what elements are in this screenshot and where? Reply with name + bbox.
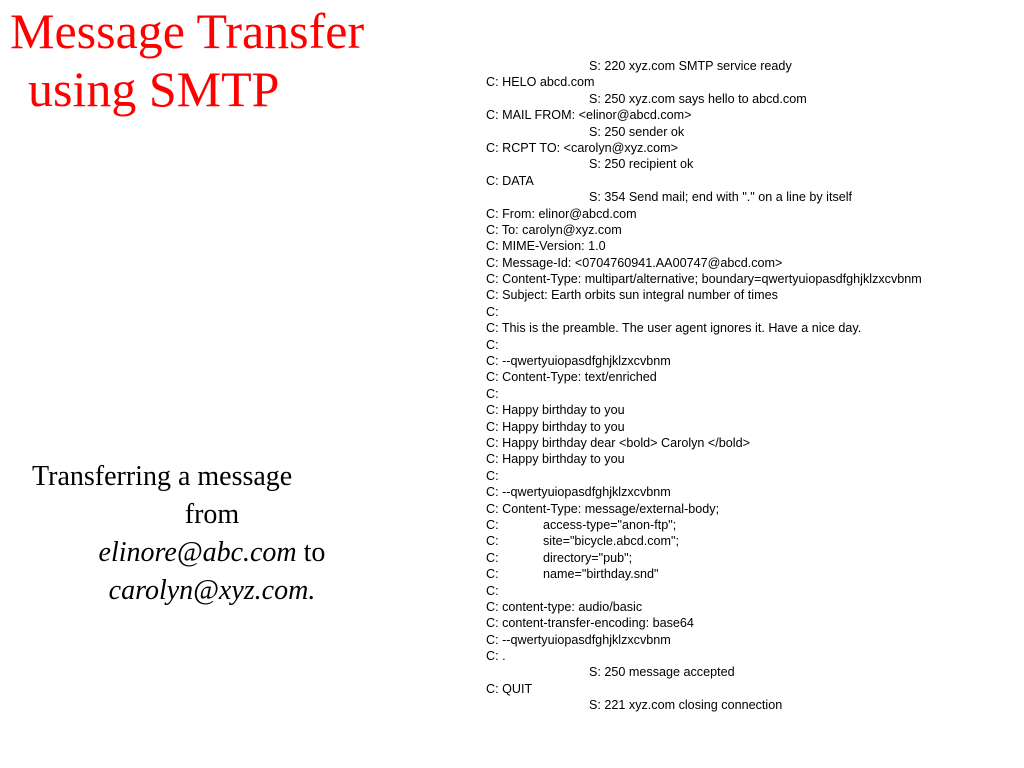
transcript-client-line: C: Content-Type: multipart/alternative; boundary=qwertyuiopasdfghjklzxcvbnm [486, 272, 922, 287]
caption-line-2: from [184, 499, 240, 530]
transcript-client-line: C: [486, 304, 499, 319]
slide-title [10, 2, 450, 118]
caption-line-1: Transferring a message [32, 461, 293, 492]
transcript-param-text: access-type="anon-ftp"; [543, 517, 677, 532]
transcript-client-line: C: --qwertyuiopasdfghjklzxcvbnm [486, 354, 671, 369]
transcript-client-line: C: --qwertyuiopasdfghjklzxcvbnm [486, 485, 671, 500]
transcript-server-line: S: 250 xyz.com says hello to abcd.com [589, 91, 807, 106]
transcript-client-line: C: [486, 386, 499, 401]
transcript-client-line: C: content-transfer-encoding: base64 [486, 616, 694, 631]
transcript-client-line: C: . [486, 649, 506, 664]
transcript-client-line: C: Happy birthday to you [486, 403, 625, 418]
caption-recipient: carolyn@xyz.com. [108, 575, 316, 606]
caption-sender: elinore@abc.com [98, 537, 297, 568]
transcript-client-param-line [486, 533, 1016, 549]
transcript-client-line: C: content-type: audio/basic [486, 599, 643, 614]
transcript-client-param-line [486, 517, 1016, 533]
transcript-param-text: site="bicycle.abcd.com"; [543, 534, 679, 549]
transcript-client-param-line [486, 566, 1016, 582]
transcript-client-line: C: MAIL FROM: <elinor@abcd.com> [486, 108, 692, 123]
transcript-client-line: C: MIME-Version: 1.0 [486, 239, 606, 254]
transcript-client-line: C: Happy birthday to you [486, 452, 625, 467]
transcript-server-line: S: 250 recipient ok [589, 157, 694, 172]
transcript-client-line: C: Happy birthday to you [486, 419, 625, 434]
transcript-server-line: S: 221 xyz.com closing connection [589, 698, 783, 713]
transcript-client-line: C: DATA [486, 173, 534, 188]
transcript-param-text: directory="pub"; [543, 550, 633, 565]
transcript-client-line: C: [486, 337, 499, 352]
transcript-server-line: S: 250 message accepted [589, 665, 735, 680]
caption-line-4 [22, 572, 402, 610]
caption-to-word: to [296, 537, 326, 568]
transcript-client-prefix: C: [486, 550, 499, 565]
transcript-client-prefix: C: [486, 517, 499, 532]
transcript-param-text: name="birthday.snd" [543, 567, 659, 582]
transcript-server-line: S: 220 xyz.com SMTP service ready [589, 59, 792, 73]
caption-line-3 [22, 534, 402, 572]
transcript-server-line: S: 250 sender ok [589, 124, 685, 139]
transcript-client-line: C: [486, 583, 499, 598]
transcript-client-line: C: RCPT TO: <carolyn@xyz.com> [486, 140, 678, 155]
transcript-client-line: C: [486, 468, 499, 483]
transcript-server-line: S: 354 Send mail; end with "." on a line by itself [589, 190, 853, 205]
transcript-client-line: C: To: carolyn@xyz.com [486, 222, 622, 237]
slide-title-line-1: Message Transfer [10, 3, 365, 59]
transcript-client-line: C: Subject: Earth orbits sun integral number of times [486, 288, 778, 303]
smtp-transcript [486, 58, 1016, 714]
transcript-client-prefix: C: [486, 567, 499, 582]
slide-caption [22, 458, 402, 610]
slide-title-line-2: using SMTP [28, 61, 280, 117]
transcript-client-line: C: HELO abcd.com [486, 75, 595, 90]
transcript-client-line: C: From: elinor@abcd.com [486, 206, 637, 221]
transcript-client-line: C: Message-Id: <0704760941.AA00747@abcd.com> [486, 255, 783, 270]
transcript-client-line: C: Content-Type: text/enriched [486, 370, 657, 385]
transcript-client-line: C: QUIT [486, 681, 533, 696]
transcript-client-line: C: This is the preamble. The user agent ignores it. Have a nice day. [486, 321, 862, 336]
transcript-client-line: C: Happy birthday dear <bold> Carolyn </bold> [486, 435, 750, 450]
transcript-client-prefix: C: [486, 534, 499, 549]
transcript-client-param-line [486, 550, 1016, 566]
transcript-client-line: C: Content-Type: message/external-body; [486, 501, 720, 516]
transcript-client-line: C: --qwertyuiopasdfghjklzxcvbnm [486, 632, 671, 647]
